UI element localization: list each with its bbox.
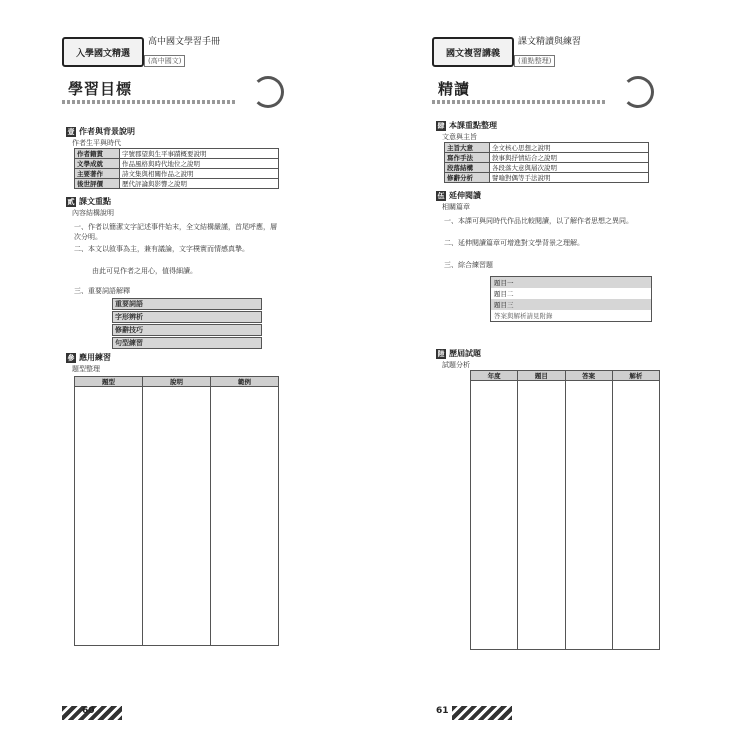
right-section2-sub: 相關篇章	[442, 203, 470, 211]
left-section2-sub: 內容結構說明	[72, 209, 114, 217]
right-table1-row	[445, 173, 649, 183]
left-table1-cell: 歷代評論與影響之說明	[120, 179, 279, 189]
left-banner-stripe	[62, 100, 237, 104]
left-list-label: 三、重要詞語解釋	[74, 287, 130, 295]
left-big-th-0: 題型	[75, 377, 143, 387]
right-header-logo: 國文複習講義	[432, 37, 514, 67]
right-table1-cell: 各段落大意與層次說明	[490, 163, 649, 173]
left-big-cell	[211, 387, 279, 646]
right-para2: 二、延伸閱讀篇章可增進對文學背景之理解。	[444, 239, 584, 247]
left-para3: 由此可見作者之用心，值得細讀。	[92, 267, 197, 275]
left-section3-badge: 參	[67, 353, 75, 362]
left-chip-3: 句型練習	[112, 337, 262, 349]
left-section2-badge: 貳	[67, 197, 75, 206]
swirl-icon	[622, 76, 654, 108]
right-box-item-2: 題目三	[491, 299, 651, 310]
right-table1-row	[445, 143, 649, 153]
right-section1	[436, 120, 497, 131]
left-section3-sub: 題型整理	[72, 365, 100, 373]
left-header-logo: 入學國文精選	[62, 37, 144, 67]
left-para1: 一、作者以簡潔文字記述事件始末，全文結構嚴謹，首尾呼應，層次分明。	[74, 223, 277, 241]
right-section3-title: 歷屆試題	[449, 349, 481, 358]
right-para3: 三、綜合練習題	[444, 261, 493, 269]
right-table1-cell: 寫作手法	[445, 153, 490, 163]
right-section3-badge: 陸	[437, 349, 445, 358]
left-table1-cell: 作者籍貫	[75, 149, 120, 159]
right-big-table	[470, 370, 660, 650]
left-table1-row	[75, 149, 279, 159]
left-section1-title: 作者與背景說明	[79, 127, 135, 136]
left-section3	[66, 352, 111, 363]
left-big-th-1: 說明	[143, 377, 211, 387]
left-big-table	[74, 376, 279, 646]
right-table1-cell: 主旨大意	[445, 143, 490, 153]
right-box-item-1: 題目二	[494, 290, 514, 298]
right-table1	[444, 142, 649, 183]
right-table1-cell: 段落結構	[445, 163, 490, 173]
left-para2: 二、本文以敘事為主，兼有議論，文字樸實而情感真摯。	[74, 245, 249, 253]
right-big-cell	[612, 381, 659, 650]
left-section1	[66, 126, 135, 137]
left-table1-cell: 字號郡望與生平事蹟概要說明	[120, 149, 279, 159]
right-table1-cell: 全文核心思想之說明	[490, 143, 649, 153]
left-section1-badge: 壹	[67, 127, 75, 136]
right-box-note: 答案與解析請見附錄	[494, 312, 553, 320]
right-section1-badge: 肆	[437, 121, 445, 130]
right-question-box	[490, 276, 652, 322]
left-chip-list	[112, 298, 262, 349]
right-big-th-1: 題目	[518, 371, 565, 381]
right-header	[432, 38, 581, 66]
right-para1: 一、本課可與同時代作品比較閱讀，以了解作者思想之異同。	[444, 217, 633, 225]
left-section2-title: 課文重點	[79, 197, 111, 206]
left-page	[62, 30, 292, 720]
right-banner-stripe	[432, 100, 607, 104]
right-section2	[436, 190, 481, 201]
left-header-sub: (高中國文)	[144, 55, 185, 67]
left-table1-cell: 後世評價	[75, 179, 120, 189]
right-table1-row	[445, 153, 649, 163]
left-big-cell	[143, 387, 211, 646]
left-section2	[66, 196, 111, 207]
right-banner-title: 精讀	[438, 80, 471, 98]
left-banner	[62, 74, 292, 106]
left-section1-sub: 作者生平與時代	[72, 139, 121, 147]
right-section3	[436, 348, 481, 359]
left-table1-cell: 作品風格與時代地位之說明	[120, 159, 279, 169]
right-table1-cell: 敘事與抒情結合之說明	[490, 153, 649, 163]
left-chip-2: 修辭技巧	[112, 324, 262, 336]
right-big-cell	[518, 381, 565, 650]
right-table1-cell: 修辭分析	[445, 173, 490, 183]
right-footer	[432, 696, 582, 720]
swirl-icon	[252, 76, 284, 108]
left-table1-row	[75, 159, 279, 169]
left-chip-1: 字形辨析	[112, 311, 262, 323]
left-header	[62, 38, 220, 66]
left-banner-title: 學習目標	[68, 80, 133, 98]
right-section2-badge: 伍	[437, 191, 445, 200]
right-footer-bar	[452, 706, 512, 720]
right-page-number: 61	[436, 706, 449, 716]
left-header-title: 高中國文學習手冊	[148, 37, 221, 47]
right-table1-cell: 譬喻對偶等手法說明	[490, 173, 649, 183]
right-section2-title: 延伸閱讀	[449, 191, 481, 200]
left-table1-row	[75, 169, 279, 179]
right-page	[432, 30, 662, 720]
right-section3-sub: 試題分析	[442, 361, 470, 369]
left-section3-title: 應用練習	[79, 353, 111, 362]
right-section1-title: 本課重點整理	[449, 121, 497, 130]
right-header-sub: (重點整理)	[514, 55, 555, 67]
left-big-cell	[75, 387, 143, 646]
right-big-cell	[565, 381, 612, 650]
left-table1-cell: 主要著作	[75, 169, 120, 179]
left-table1	[74, 148, 279, 189]
left-table1-cell: 文學成就	[75, 159, 120, 169]
right-banner	[432, 74, 662, 106]
left-page-number: 60	[82, 706, 95, 716]
left-table1-cell: 詩文集與相關作品之說明	[120, 169, 279, 179]
right-big-th-0: 年度	[471, 371, 518, 381]
right-table1-row	[445, 163, 649, 173]
right-header-title: 課文精讀與練習	[518, 37, 582, 47]
left-big-th-2: 範例	[211, 377, 279, 387]
right-big-th-2: 答案	[565, 371, 612, 381]
right-big-cell	[471, 381, 518, 650]
right-big-th-3: 解析	[612, 371, 659, 381]
left-footer	[62, 696, 212, 720]
left-table1-row	[75, 179, 279, 189]
right-section1-sub: 文意與主旨	[442, 133, 477, 141]
left-chip-0: 重要詞語	[112, 298, 262, 310]
right-box-item-0: 題目一	[491, 277, 651, 288]
